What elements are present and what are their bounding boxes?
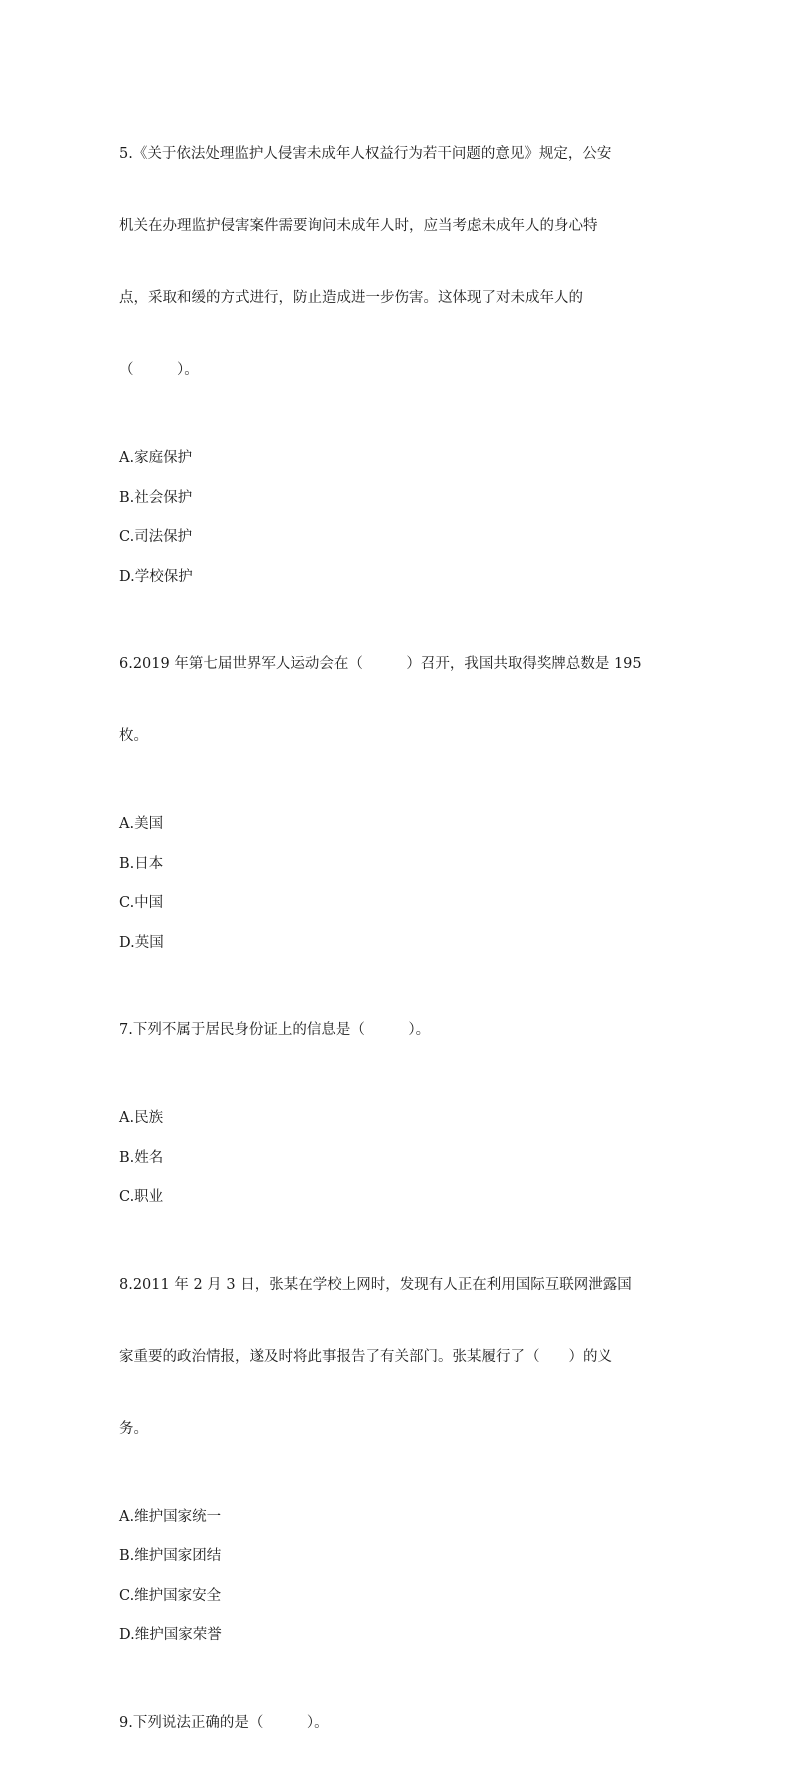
question-8-option-b: B.维护国家团结 (119, 1548, 222, 1564)
question-8-option-a: A.维护国家统一 (119, 1508, 222, 1525)
question-7-option-a: A.民族 (119, 1110, 164, 1126)
question-8-option-d: D.维护国家荣誉 (119, 1627, 222, 1643)
question-8-line-3: 务。 (119, 1420, 148, 1437)
question-6-option-a: A.美国 (119, 816, 164, 832)
question-8-stem (119, 1225, 679, 1489)
question-8 (119, 1225, 679, 1648)
question-5 (119, 94, 679, 589)
question-5-option-c: C.司法保护 (119, 529, 193, 545)
question-6-option-b: B.日本 (119, 855, 164, 872)
question-6-line-2: 枚。 (119, 728, 148, 744)
question-5-line-1: 5.《关于依法处理监护人侵害未成年人权益行为若干问题的意见》规定，公安 (119, 146, 612, 162)
question-6-stem (119, 604, 679, 796)
question-6 (119, 604, 679, 955)
question-5-line-3: 点，采取和缓的方式进行，防止造成进一步伤害。这体现了对未成年人的 (119, 290, 583, 306)
question-5-line-4: （ ）。 (119, 362, 199, 378)
question-6-option-c: C.中国 (119, 895, 164, 911)
question-8-option-c: C.维护国家安全 (119, 1587, 222, 1604)
question-list (119, 94, 679, 1783)
question-9 (119, 1663, 679, 1783)
question-6-option-d: D.英国 (119, 934, 164, 951)
question-7 (119, 970, 679, 1209)
question-7-option-b: B.姓名 (119, 1149, 164, 1166)
question-5-option-b: B.社会保护 (119, 489, 193, 506)
question-5-line-2: 机关在办理监护侵害案件需要询问未成年人时，应当考虑未成年人的身心特 (119, 218, 598, 234)
question-5-option-a: A.家庭保护 (119, 450, 193, 466)
question-8-line-2: 家重要的政治情报，遂及时将此事报告了有关部门。张某履行了（ ）的义 (119, 1348, 612, 1365)
question-9-stem (119, 1663, 679, 1783)
question-7-stem (119, 970, 679, 1090)
question-5-option-d: D.学校保护 (119, 568, 193, 585)
question-9-line-1: 9.下列说法正确的是（ ）。 (119, 1714, 329, 1731)
question-8-line-1: 8.2011 年 2 月 3 日，张某在学校上网时，发现有人正在利用国际互联网泄露国 (119, 1276, 632, 1293)
question-7-line-1: 7.下列不属于居民身份证上的信息是（ ）。 (119, 1022, 431, 1038)
question-5-stem (119, 94, 679, 430)
question-6-line-1: 6.2019 年第七届世界军人运动会在（ ）召开，我国共取得奖牌总数是 195 (119, 656, 642, 672)
question-7-option-c: C.职业 (119, 1189, 164, 1205)
